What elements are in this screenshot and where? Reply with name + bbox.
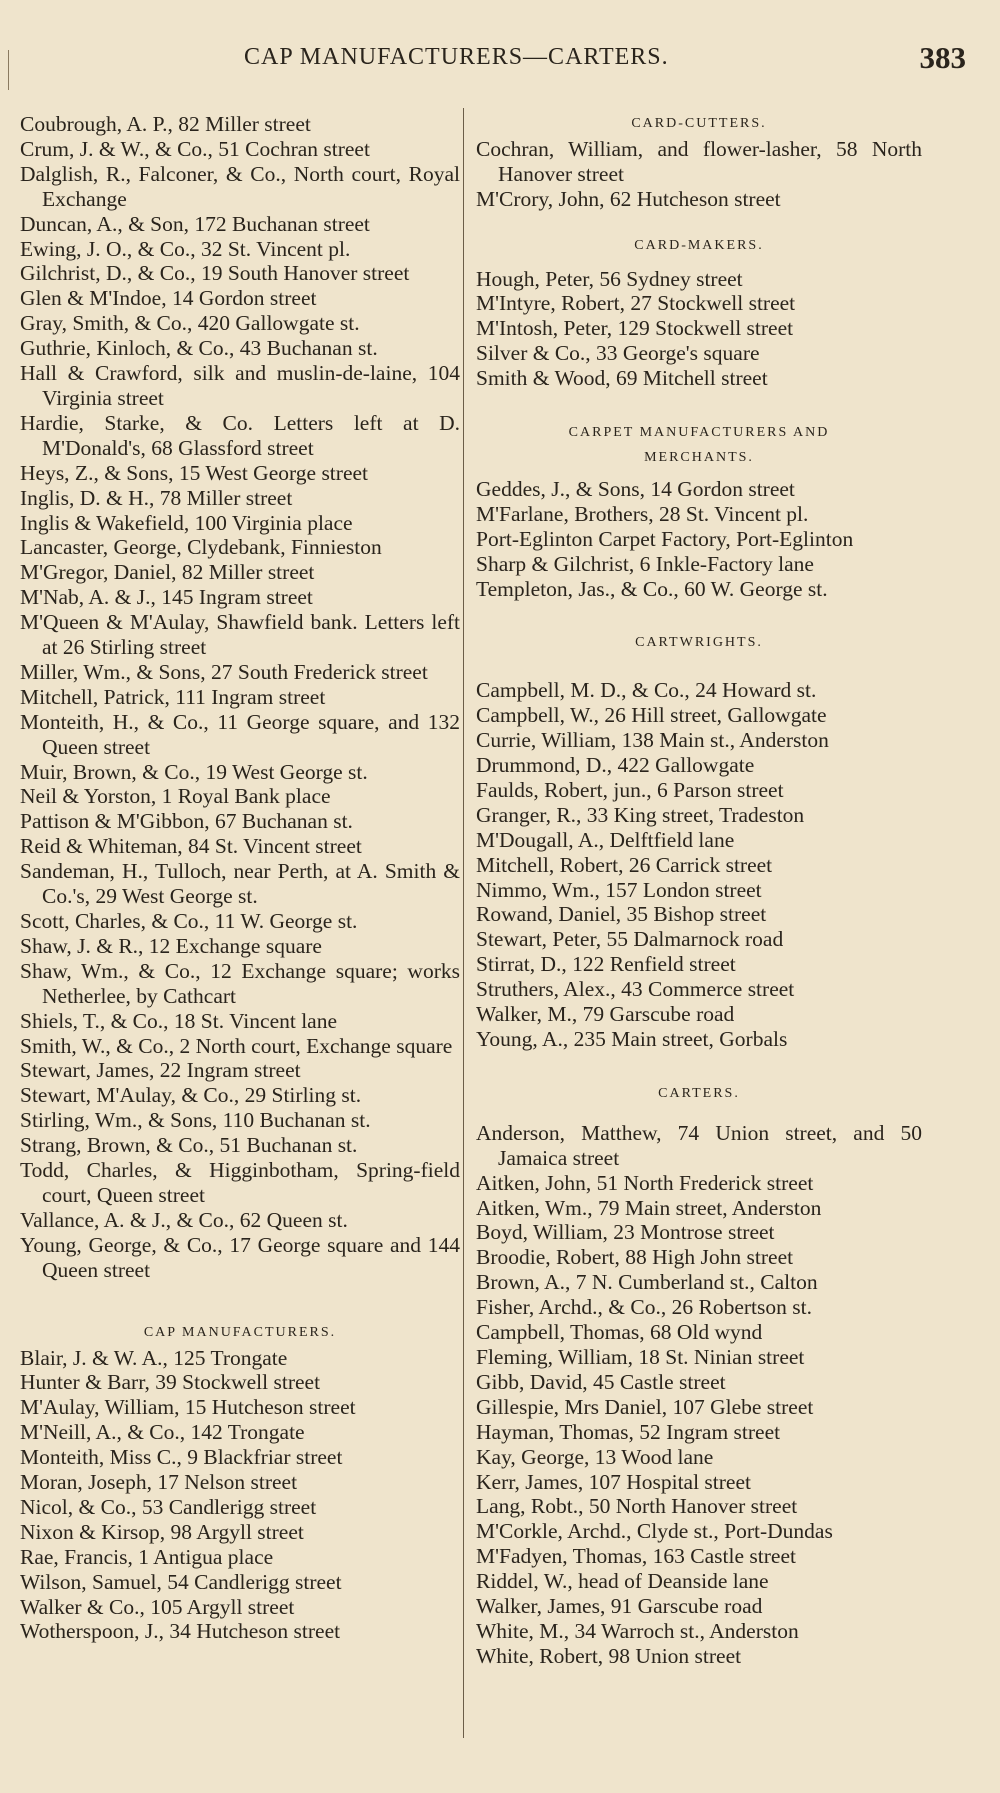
directory-entry: Port-Eglinton Carpet Factory, Port-Eglinton	[476, 526, 854, 551]
section-card-makers	[476, 234, 922, 391]
section-carters	[476, 1082, 922, 1669]
directory-entry: M'Queen & M'Aulay, Shawfield bank. Letters left at 26 Stirling street	[20, 610, 460, 660]
directory-entry: Gilchrist, D., & Co., 19 South Hanover street	[20, 261, 410, 286]
directory-entry: Moran, Joseph, 17 Nelson street	[20, 1470, 298, 1495]
directory-entry: Riddel, W., head of Deanside lane	[476, 1569, 769, 1594]
directory-entry: Kerr, James, 107 Hospital street	[476, 1469, 751, 1494]
directory-entry: Shaw, J. & R., 12 Exchange square	[20, 933, 322, 958]
directory-entry: Neil & Yorston, 1 Royal Bank place	[20, 784, 331, 809]
directory-entry: Campbell, Thomas, 68 Old wynd	[476, 1320, 763, 1345]
directory-entry: Rowand, Daniel, 35 Bishop street	[476, 902, 767, 927]
directory-entry: Smith & Wood, 69 Mitchell street	[476, 366, 768, 391]
directory-entry: Templeton, Jas., & Co., 60 W. George st.	[476, 576, 828, 601]
directory-entry: Shiels, T., & Co., 18 St. Vincent lane	[20, 1008, 338, 1033]
directory-entry: Glen & M'Indoe, 14 Gordon street	[20, 286, 317, 311]
directory-entry: Sharp & Gilchrist, 6 Inkle-Factory lane	[476, 551, 814, 576]
directory-entry: White, Robert, 98 Union street	[476, 1643, 742, 1668]
directory-entry: Walker, James, 91 Garscube road	[476, 1594, 763, 1619]
continued-listing	[20, 112, 460, 1283]
directory-entry: Walker & Co., 105 Argyll street	[20, 1594, 295, 1619]
section-heading: CARTWRIGHTS.	[635, 635, 763, 651]
directory-entry: M'Aulay, William, 15 Hutcheson street	[20, 1395, 356, 1420]
directory-entry: Hall & Crawford, silk and muslin-de-laine, 104 Virginia street	[20, 361, 460, 410]
directory-entry: M'Fadyen, Thomas, 163 Castle street	[476, 1544, 796, 1569]
directory-entry: Anderson, Matthew, 74 Union street, and 50 Jamaica street	[476, 1120, 922, 1170]
directory-entry: Geddes, J., & Sons, 14 Gordon street	[476, 476, 795, 501]
directory-entry: Young, George, & Co., 17 George square and 144 Queen street	[20, 1232, 460, 1282]
directory-entry: Walker, M., 79 Garscube road	[476, 1002, 735, 1027]
directory-entry: Pattison & M'Gibbon, 67 Buchanan st.	[20, 809, 353, 834]
directory-entry: Mitchell, Patrick, 111 Ingram street	[20, 684, 326, 709]
directory-entry: Hough, Peter, 56 Sydney street	[476, 266, 743, 291]
directory-entry: Duncan, A., & Son, 172 Buchanan street	[20, 211, 370, 236]
directory-entry: Gibb, David, 45 Castle street	[476, 1369, 726, 1394]
page-number: 383	[919, 40, 966, 75]
directory-entry: Stewart, James, 22 Ingram street	[20, 1058, 301, 1083]
section-heading: CARPET MANUFACTURERS AND	[568, 425, 830, 441]
directory-entry: Struthers, Alex., 43 Commerce street	[476, 977, 795, 1002]
directory-entry: Nixon & Kirsop, 98 Argyll street	[20, 1519, 304, 1544]
right-column	[476, 112, 922, 1669]
section-cartwrights	[476, 631, 922, 1052]
directory-entry: Kay, George, 13 Wood lane	[476, 1444, 714, 1469]
section-heading: CARD-MAKERS.	[634, 237, 764, 253]
directory-entry: Stewart, M'Aulay, & Co., 29 Stirling st.	[20, 1083, 362, 1108]
directory-entry: Broodie, Robert, 88 High John street	[476, 1245, 794, 1270]
directory-entry: Brown, A., 7 N. Cumberland st., Calton	[476, 1270, 818, 1295]
directory-entry: Hardie, Starke, & Co. Letters left at D. M'Donald's, 68 Glassford street	[20, 410, 460, 460]
directory-entry: Wotherspoon, J., 34 Hutcheson street	[20, 1619, 341, 1644]
directory-entry: Fleming, William, 18 St. Ninian street	[476, 1344, 805, 1369]
margin-rule	[8, 50, 15, 90]
left-column	[20, 112, 460, 1644]
directory-entry: Guthrie, Kinloch, & Co., 43 Buchanan st.	[20, 336, 378, 361]
directory-entry: Nicol, & Co., 53 Candlerigg street	[20, 1494, 317, 1519]
directory-entry: Gray, Smith, & Co., 420 Gallowgate st.	[20, 311, 360, 336]
directory-entry: Stirrat, D., 122 Renfield street	[476, 952, 736, 977]
directory-entry: Granger, R., 33 King street, Tradeston	[476, 802, 805, 827]
directory-entry: Blair, J. & W. A., 125 Trongate	[20, 1345, 288, 1370]
directory-entry: Stewart, Peter, 55 Dalmarnock road	[476, 927, 784, 952]
directory-entry: Lancaster, George, Clydebank, Finnieston	[20, 535, 382, 560]
directory-entry: Aitken, Wm., 79 Main street, Anderston	[476, 1195, 822, 1220]
directory-entry: Dalglish, R., Falconer, & Co., North court, Royal Exchange	[20, 161, 460, 211]
directory-entry: Nimmo, Wm., 157 London street	[476, 877, 762, 902]
directory-entry: Rae, Francis, 1 Antigua place	[20, 1544, 274, 1569]
directory-entry: M'Dougall, A., Delftfield lane	[476, 827, 735, 852]
directory-entry: M'Neill, A., & Co., 142 Trongate	[20, 1420, 305, 1445]
section-cap-manufacturers	[20, 1321, 460, 1645]
column-divider	[463, 108, 464, 1738]
running-header	[18, 40, 972, 80]
directory-entry: Muir, Brown, & Co., 19 West George st.	[20, 759, 368, 784]
directory-entry: Faulds, Robert, jun., 6 Parson street	[476, 777, 784, 802]
directory-entry: Shaw, Wm., & Co., 12 Exchange square; works Netherlee, by Cathcart	[20, 958, 460, 1008]
directory-entry: Reid & Whiteman, 84 St. Vincent street	[20, 834, 362, 859]
section-heading: CAP MANUFACTURERS.	[143, 1324, 337, 1340]
directory-entry: Coubrough, A. P., 82 Miller street	[20, 112, 311, 136]
directory-entry: Heys, Z., & Sons, 15 West George street	[20, 460, 368, 485]
directory-entry: Campbell, W., 26 Hill street, Gallowgate	[476, 703, 827, 728]
directory-entry: Cochran, William, and flower-lasher, 58 North Hanover street	[476, 136, 922, 186]
directory-entry: Strang, Brown, & Co., 51 Buchanan st.	[20, 1133, 358, 1158]
directory-entry: Vallance, A. & J., & Co., 62 Queen st.	[20, 1207, 348, 1232]
directory-entry: M'Farlane, Brothers, 28 St. Vincent pl.	[476, 501, 809, 526]
directory-entry: Mitchell, Robert, 26 Carrick street	[476, 852, 773, 877]
directory-entry: Gillespie, Mrs Daniel, 107 Glebe street	[476, 1394, 814, 1419]
directory-entry: Wilson, Samuel, 54 Candlerigg street	[20, 1569, 342, 1594]
directory-entry: Lang, Robt., 50 North Hanover street	[476, 1494, 798, 1519]
directory-entry: M'Crory, John, 62 Hutcheson street	[476, 186, 781, 211]
directory-entry: Currie, William, 138 Main st., Anderston	[476, 728, 829, 753]
directory-entry: Hayman, Thomas, 52 Ingram street	[476, 1419, 781, 1444]
directory-entry: Inglis, D. & H., 78 Miller street	[20, 485, 293, 510]
directory-entry: Inglis & Wakefield, 100 Virginia place	[20, 510, 353, 535]
directory-entry: Hunter & Barr, 39 Stockwell street	[20, 1370, 321, 1395]
directory-entry: Stirling, Wm., & Sons, 110 Buchanan st.	[20, 1108, 371, 1133]
directory-entry: Silver & Co., 33 George's square	[476, 341, 760, 366]
directory-entry: Young, A., 235 Main street, Gorbals	[476, 1027, 788, 1051]
directory-entry: Fisher, Archd., & Co., 26 Robertson st.	[476, 1295, 812, 1320]
directory-entry: Sandeman, H., Tulloch, near Perth, at A. Smith & Co.'s, 29 West George st.	[20, 859, 460, 909]
section-card-cutters	[476, 112, 922, 212]
directory-entry: Campbell, M. D., & Co., 24 Howard st.	[476, 678, 817, 703]
directory-entry: M'Intosh, Peter, 129 Stockwell street	[476, 316, 794, 341]
directory-entry: M'Intyre, Robert, 27 Stockwell street	[476, 291, 796, 316]
section-heading: CARD-CUTTERS.	[631, 116, 767, 131]
directory-entry: Smith, W., & Co., 2 North court, Exchange square	[20, 1033, 453, 1058]
section-carpet-manufacturers	[476, 421, 922, 601]
running-title: CAP MANUFACTURERS—CARTERS.	[244, 44, 669, 70]
directory-entry: M'Nab, A. & J., 145 Ingram street	[20, 585, 313, 610]
directory-entry: Monteith, H., & Co., 11 George square, and 132 Queen street	[20, 709, 460, 759]
section-heading: CARTERS.	[658, 1085, 740, 1101]
directory-entry: Todd, Charles, & Higginbotham, Spring-field court, Queen street	[20, 1158, 460, 1207]
directory-entry: Miller, Wm., & Sons, 27 South Frederick street	[20, 659, 428, 684]
section-heading-continued: MERCHANTS.	[644, 449, 754, 465]
directory-entry: Boyd, William, 23 Montrose street	[476, 1220, 775, 1245]
directory-entry: Scott, Charles, & Co., 11 W. George st.	[20, 909, 358, 933]
directory-entry: M'Corkle, Archd., Clyde st., Port-Dundas	[476, 1519, 833, 1544]
directory-entry: Drummond, D., 422 Gallowgate	[476, 753, 755, 778]
directory-entry: Aitken, John, 51 North Frederick street	[476, 1170, 814, 1195]
directory-entry: Ewing, J. O., & Co., 32 St. Vincent pl.	[20, 236, 351, 261]
directory-entry: M'Gregor, Daniel, 82 Miller street	[20, 560, 315, 585]
directory-entry: Monteith, Miss C., 9 Blackfriar street	[20, 1445, 343, 1470]
directory-entry: White, M., 34 Warroch st., Anderston	[476, 1618, 799, 1643]
directory-entry: Crum, J. & W., & Co., 51 Cochran street	[20, 136, 370, 161]
